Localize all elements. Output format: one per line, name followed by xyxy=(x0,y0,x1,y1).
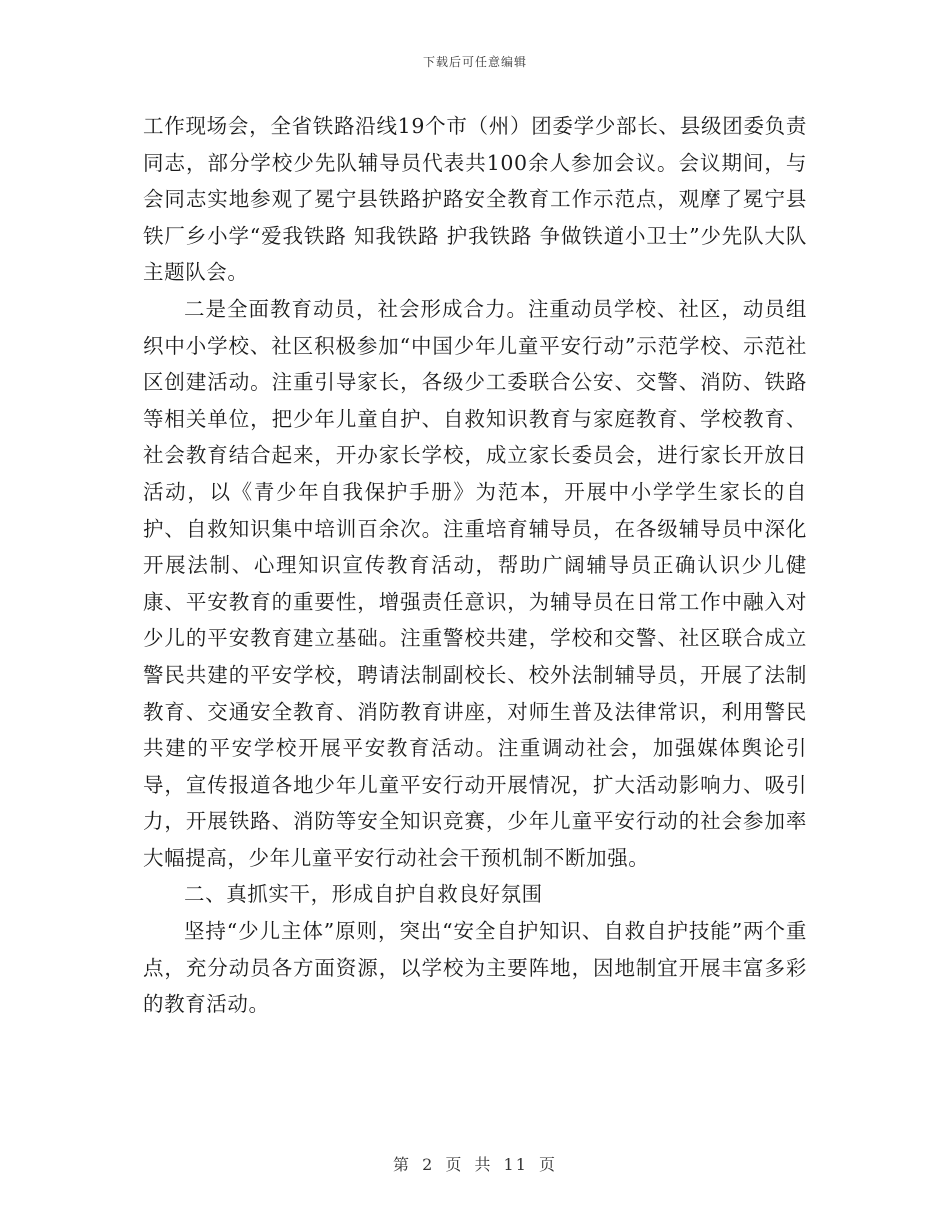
paragraph-education-mobilization: 二是全面教育动员，社会形成合力。注重动员学校、社区，动员组织中小学校、社区积极参加“中国少年儿童平安行动”示范学校、示范社区创建活动。注重引导家长，各级少工委联合公安、交警、消防、铁路等相关单位，把少年儿童自护、自救知识教育与家庭教育、学校教育、社会教育结合起来，开办家长学校，成立家长委员会，进行家长开放日活动，以《青少年自我保护手册》为范本，开展中小学学生家长的自护、自救知识集中培训百余次。注重培育辅导员，在各级辅导员中深化开展法制、心理知识宣传教育活动，帮助广阔辅导员正确认识少儿健康、平安教育的重要性，增强责任意识，为辅导员在日常工作中融入对少儿的平安教育建立基础。注重警校共建，学校和交警、社区联合成立警民共建的平安学校，聘请法制副校长、校外法制辅导员，开展了法制教育、交通安全教育、消防教育讲座，对师生普及法律常识，利用警民共建的平安学校开展平安教育活动。注重调动社会，加强媒体舆论引导，宣传报道各地少年儿童平安行动开展情况，扩大活动影响力、吸引力，开展铁路、消防等安全知识竞赛，少年儿童平安行动的社会参加率大幅提高，少年儿童平安行动社会干预机制不断加强。 xyxy=(143,296,807,870)
document-body xyxy=(143,108,807,1023)
page-header: 下载后可任意编辑 xyxy=(422,55,527,69)
paragraph-child-subject: 坚持“少儿主体”原则，突出“安全自护知识、自救自护技能”两个重点，充分动员各方面资源，以学校为主要阵地，因地制宜开展丰富多彩的教育活动。 xyxy=(143,919,807,1017)
section-heading: 二、真抓实干，形成自护自救良好氛围 xyxy=(184,882,543,907)
page-number-footer: 第 2 页 共 11 页 xyxy=(393,1155,557,1174)
paragraph-continuation: 工作现场会，全省铁路沿线19个市（州）团委学少部长、县级团委负责同志，部分学校少先队辅导员代表共100余人参加会议。会议期间，与会同志实地参观了冕宁县铁路护路安全教育工作示范点，观摩了冕宁县铁厂乡小学“爱我铁路 知我铁路 护我铁路 争做铁道小卫士”少先队大队主题队会。 xyxy=(143,114,807,285)
